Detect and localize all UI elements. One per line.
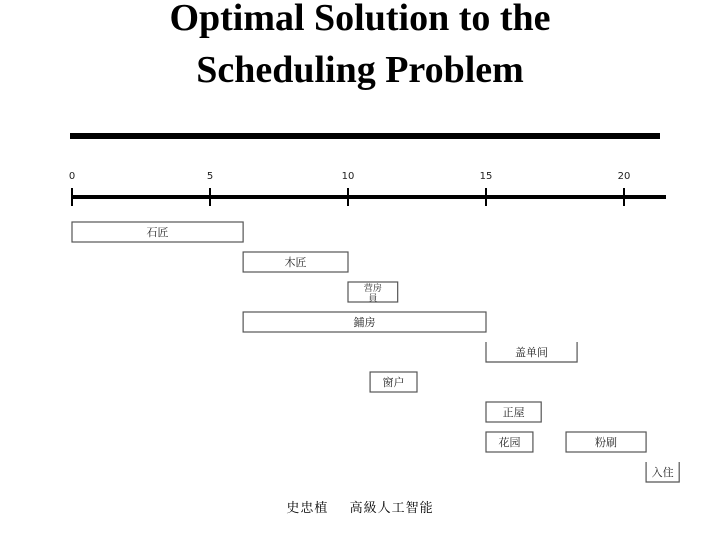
task-bar: [566, 432, 646, 452]
task-label: 正屋: [502, 406, 525, 419]
axis-tick-label: 20: [617, 171, 631, 182]
task-label: 盖单间: [515, 346, 549, 359]
task-bar: [243, 252, 348, 272]
task-label: 花园: [498, 436, 521, 449]
task-bar: [646, 462, 679, 482]
task-bar: [348, 282, 398, 304]
task-label: 营房: [363, 284, 382, 294]
title-line-1: Optimal Solution to the: [169, 0, 551, 39]
task-label: 石匠: [146, 226, 169, 239]
task-label: 入住: [651, 466, 674, 479]
title-line-2: Scheduling Problem: [196, 49, 524, 91]
axis-tick-label: 0: [68, 171, 76, 182]
footer-author: 史忠植: [286, 501, 329, 516]
task-bar: [486, 432, 533, 452]
task-label: 窗户: [382, 376, 405, 389]
task-label: 員: [368, 294, 378, 304]
task-bar: [486, 402, 541, 422]
task-label: 粉刷: [595, 436, 618, 449]
task-bar: [370, 372, 417, 392]
axis-tick-label: 5: [206, 171, 214, 182]
task-bar: [72, 222, 243, 242]
footer-course: 高級人工智能: [349, 501, 434, 516]
task-bar: [486, 342, 577, 362]
task-label: 鋪房: [353, 316, 376, 329]
task-bar: [243, 312, 486, 332]
axis-tick-label: 10: [341, 171, 355, 182]
slide-footer: [0, 497, 720, 516]
task-label: 木匠: [284, 256, 307, 269]
axis-tick-label: 15: [479, 171, 493, 182]
